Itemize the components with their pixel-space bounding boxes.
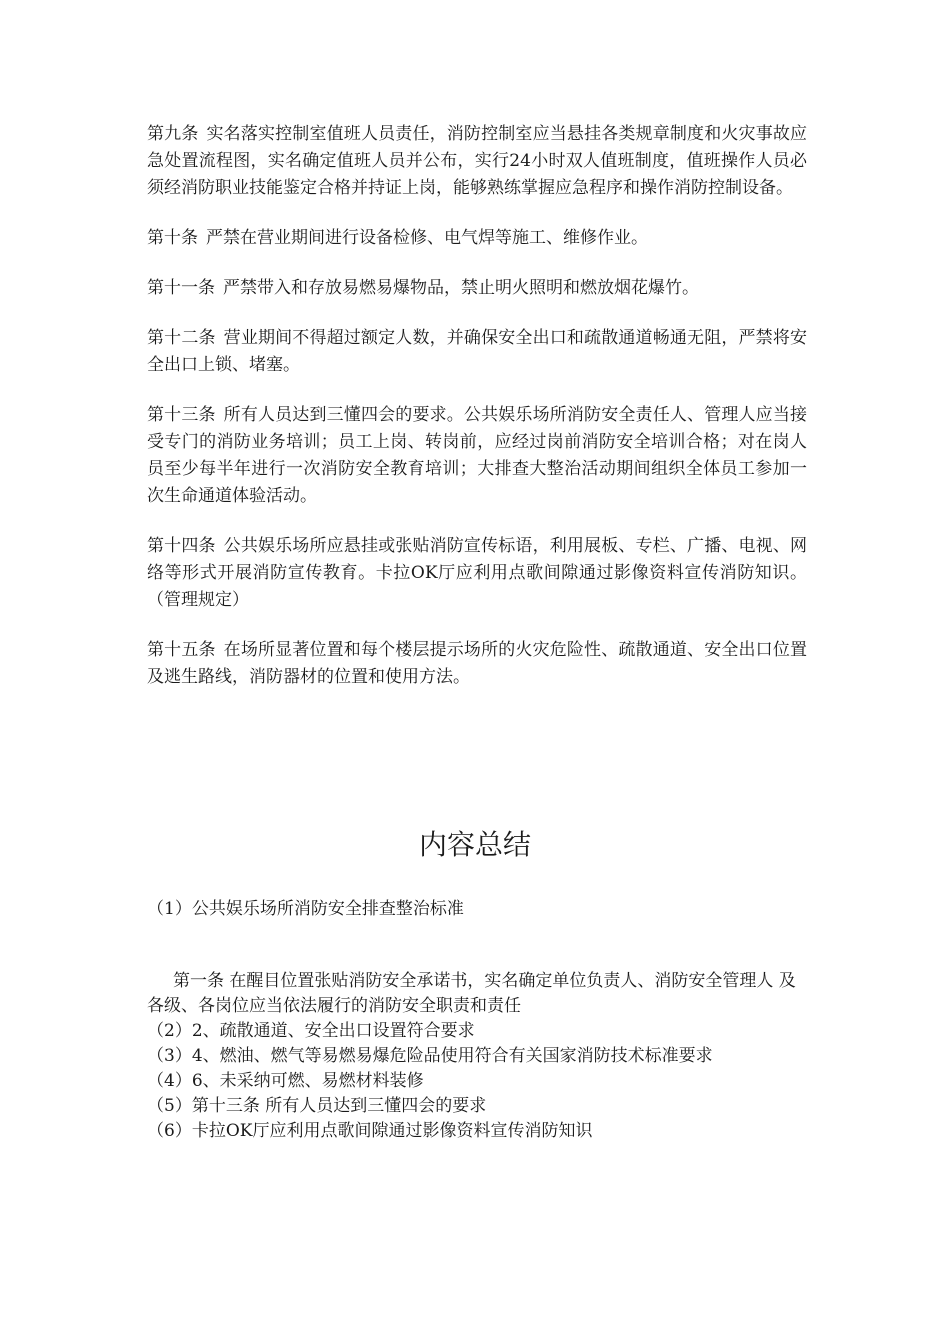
- articles-section: [147, 121, 807, 714]
- article-number: 第十一条: [147, 278, 215, 298]
- article-number: 第十二条: [147, 328, 216, 348]
- article-text: 严禁带入和存放易燃易爆物品，禁止明火照明和燃放烟花爆竹。: [223, 278, 699, 298]
- article-11: [147, 275, 807, 302]
- summary-item-5: （5）第十三条 所有人员达到三懂四会的要求: [147, 1096, 487, 1116]
- summary-item-6: （6）卡拉OK厅应利用点歌间隙通过影像资料宣传消防知识: [147, 1121, 593, 1141]
- article-number: 第十条: [147, 228, 198, 248]
- summary-item-4: （4）6、未采纳可燃、易燃材料装修: [147, 1071, 424, 1091]
- article-text: 严禁在营业期间进行设备检修、电气焊等施工、维修作业。: [206, 228, 648, 248]
- summary-item-1: （1）公共娱乐场所消防安全排查整治标准: [147, 899, 464, 919]
- article-number: 第十四条: [147, 536, 216, 556]
- article-13: [147, 402, 807, 510]
- article-number: 第十三条: [147, 405, 216, 425]
- article-text: 在场所显著位置和每个楼层提示场所的火灾危险性、疏散通道、安全出口位置及逃生路线，消防器材的位置和使用方法。: [147, 640, 808, 687]
- summary-title: 内容总结: [418, 828, 531, 861]
- article-text: 营业期间不得超过额定人数，并确保安全出口和疏散通道畅通无阻，严禁将安全出口上锁、堵塞。: [147, 328, 808, 375]
- article-number: 第十五条: [147, 640, 216, 660]
- summary-paragraph: 第一条 在醒目位置张贴消防安全承诺书，实名确定单位负责人、消防安全管理人 及各级、各岗位应当依法履行的消防安全职责和责任: [147, 971, 796, 1016]
- article-10: [147, 225, 807, 252]
- article-9: [147, 121, 807, 202]
- article-15: [147, 637, 807, 691]
- summary-body: [147, 969, 807, 1144]
- article-number: 第九条: [147, 124, 199, 144]
- article-text: 公共娱乐场所应悬挂或张贴消防宣传标语，利用展板、专栏、广播、电视、网络等形式开展消防宣传教育。卡拉OK厅应利用点歌间隙通过影像资料宣传消防知识。（管理规定）: [147, 536, 808, 610]
- article-text: 实名落实控制室值班人员责任，消防控制室应当悬挂各类规章制度和火灾事故应急处置流程图，实名确定值班人员并公布，实行24小时双人值班制度，值班操作人员必须经消防职业技能鉴定合格并持证上岗，能够熟练掌握应急程序和操作消防控制设备。: [147, 124, 808, 198]
- summary-item-2: （2）2、疏散通道、安全出口设置符合要求: [147, 1021, 475, 1041]
- summary-item-3: （3）4、燃油、燃气等易燃易爆危险品使用符合有关国家消防技术标准要求: [147, 1046, 713, 1066]
- article-14: [147, 533, 807, 614]
- article-text: 所有人员达到三懂四会的要求。公共娱乐场所消防安全责任人、管理人应当接受专门的消防业务培训；员工上岗、转岗前，应经过岗前消防安全培训合格；对在岗人员至少每半年进行一次消防安全教育培训；大排查大整治活动期间组织全体员工参加一次生命通道体验活动。: [147, 405, 808, 506]
- article-12: [147, 325, 807, 379]
